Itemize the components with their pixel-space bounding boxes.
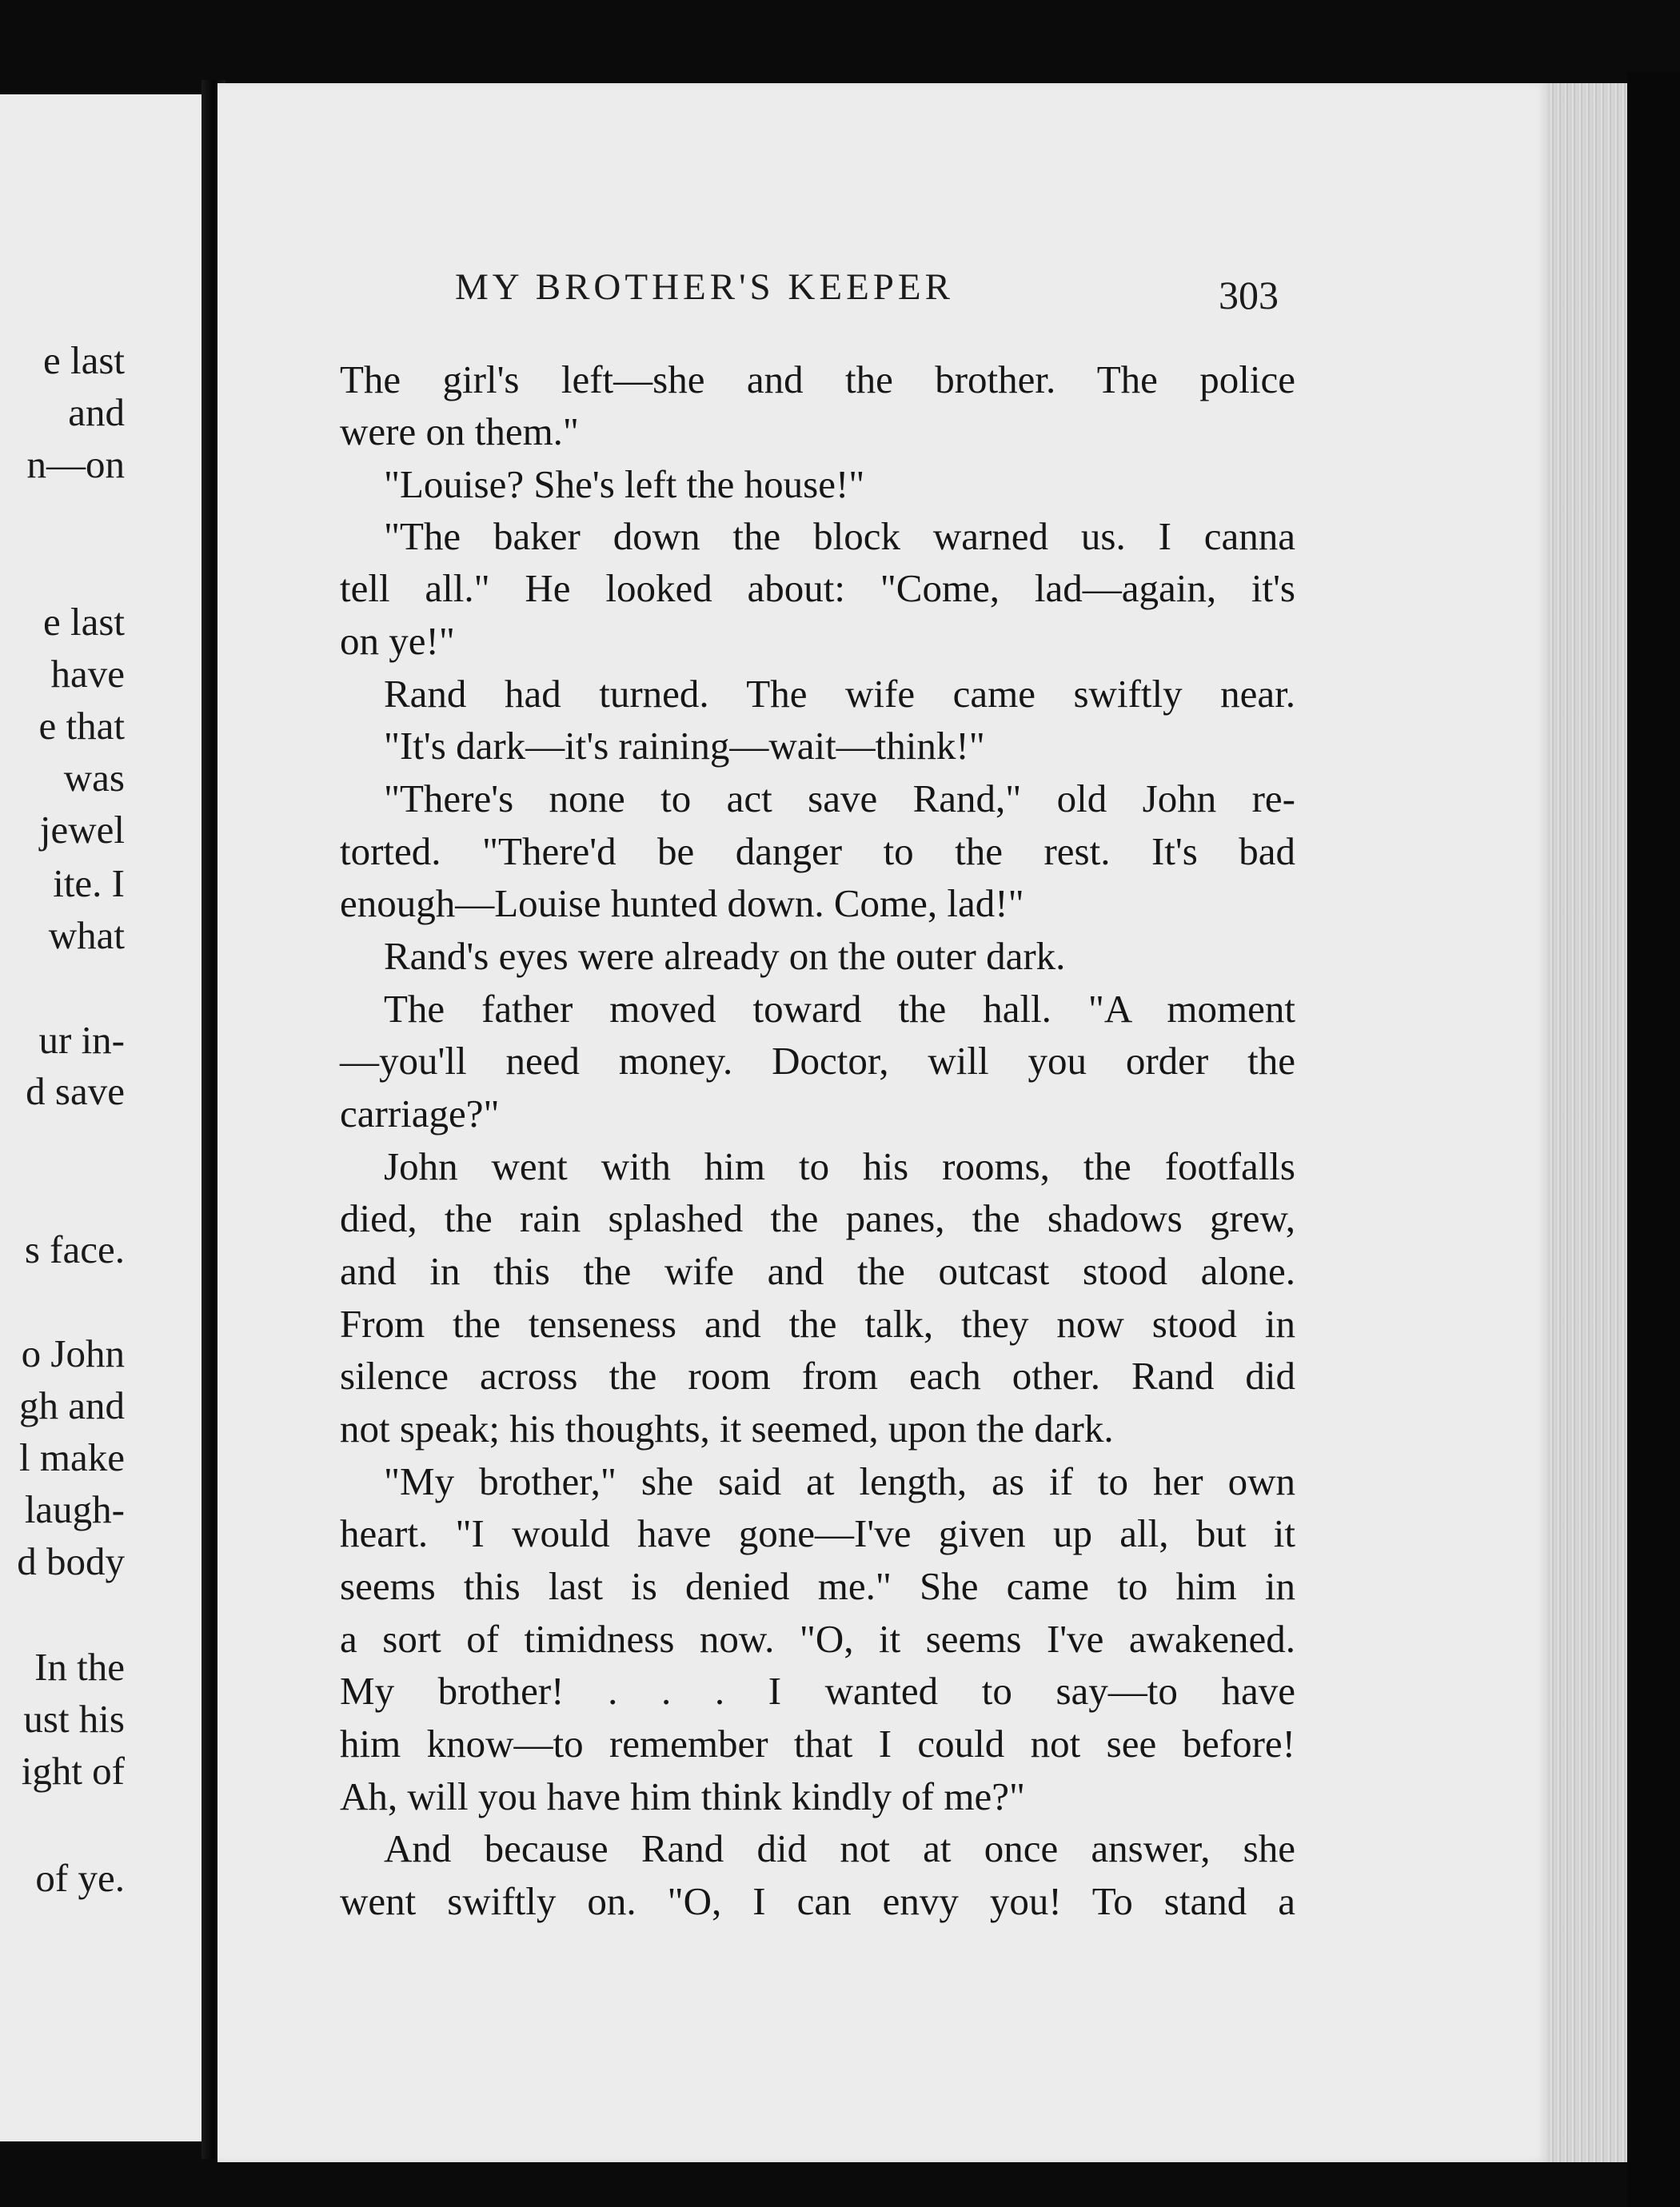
left-page-line: l make — [19, 1435, 125, 1479]
left-page-line: laugh- — [24, 1487, 125, 1531]
text-line: not speak; his thoughts, it seemed, upon the dark. — [340, 1407, 1114, 1451]
left-page-line: s face. — [24, 1227, 125, 1271]
left-page-line: d save — [26, 1069, 125, 1113]
left-page-line: e last — [42, 338, 125, 382]
text-line: My brother! . . . I wanted to say—to have — [340, 1669, 1295, 1713]
text-line: and in this the wife and the outcast stood alone. — [340, 1249, 1295, 1293]
text-line: John went with him to his rooms, the footfalls — [384, 1144, 1295, 1188]
text-line: The father moved toward the hall. "A moment — [384, 987, 1295, 1031]
text-line: heart. "I would have gone—I've given up all, but it — [340, 1511, 1295, 1555]
text-line: Rand had turned. The wife came swiftly near. — [384, 672, 1295, 716]
text-line: seems this last is denied me." She came to him in — [340, 1564, 1295, 1608]
left-page-line: ight of — [21, 1749, 125, 1793]
text-line: "Louise? She's left the house!" — [384, 462, 865, 506]
text-line: on ye!" — [340, 619, 455, 663]
text-line: And because Rand did not at once answer, she — [384, 1826, 1295, 1870]
text-line: were on them." — [340, 409, 579, 453]
left-page-line: In the — [34, 1645, 125, 1689]
left-page-line: ur in- — [38, 1018, 125, 1062]
previous-page-fragment — [0, 94, 202, 2141]
text-line: tell all." He looked about: "Come, lad—again, it's — [340, 566, 1295, 610]
text-line: died, the rain splashed the panes, the shadows grew, — [340, 1196, 1295, 1240]
scan-edge-shadow — [1627, 72, 1680, 2207]
left-page-line: ust his — [23, 1697, 125, 1741]
text-line: The girl's left—she and the brother. The police — [340, 357, 1295, 401]
page-number: 303 — [1219, 273, 1279, 317]
left-page-line: of ye. — [35, 1856, 125, 1900]
left-page-line: o John — [21, 1331, 125, 1375]
text-line: him know—to remember that I could not see before! — [340, 1722, 1295, 1766]
page-edges — [1547, 83, 1627, 2162]
left-page-line: ite. I — [53, 861, 125, 905]
left-page-line: was — [63, 756, 125, 800]
text-line: Rand's eyes were already on the outer dark. — [384, 934, 1066, 978]
text-line: a sort of timidness now. "O, it seems I've awakened. — [340, 1617, 1295, 1661]
text-line: "It's dark—it's raining—wait—think!" — [384, 724, 985, 768]
text-line: "The baker down the block warned us. I canna — [384, 514, 1295, 558]
text-line: torted. "There'd be danger to the rest. It's bad — [340, 829, 1295, 873]
text-line: From the tenseness and the talk, they now stood in — [340, 1302, 1295, 1346]
left-page-line: have — [50, 652, 125, 696]
left-page-line: jewel — [39, 808, 125, 852]
left-page-line: d body — [17, 1539, 125, 1583]
left-page-line: e last — [42, 600, 125, 644]
text-line: "My brother," she said at length, as if to her own — [384, 1459, 1295, 1503]
running-head: MY BROTHER'S KEEPER — [454, 266, 954, 308]
text-line: carriage?" — [340, 1092, 500, 1135]
text-line: Ah, will you have him think kindly of me?" — [340, 1774, 1025, 1818]
left-page-line: and — [68, 390, 125, 434]
left-page-line: what — [48, 913, 125, 957]
text-line: enough—Louise hunted down. Come, lad!" — [340, 881, 1024, 925]
text-line: went swiftly on. "O, I can envy you! To stand a — [340, 1879, 1295, 1923]
text-line: "There's none to act save Rand," old John re- — [384, 776, 1295, 820]
text-line: —you'll need money. Doctor, will you order the — [340, 1039, 1295, 1083]
left-page-line: e that — [38, 704, 125, 748]
left-page-line: gh and — [19, 1383, 125, 1427]
left-page-line: n—on — [26, 442, 125, 486]
text-line: silence across the room from each other. Rand did — [340, 1354, 1295, 1398]
